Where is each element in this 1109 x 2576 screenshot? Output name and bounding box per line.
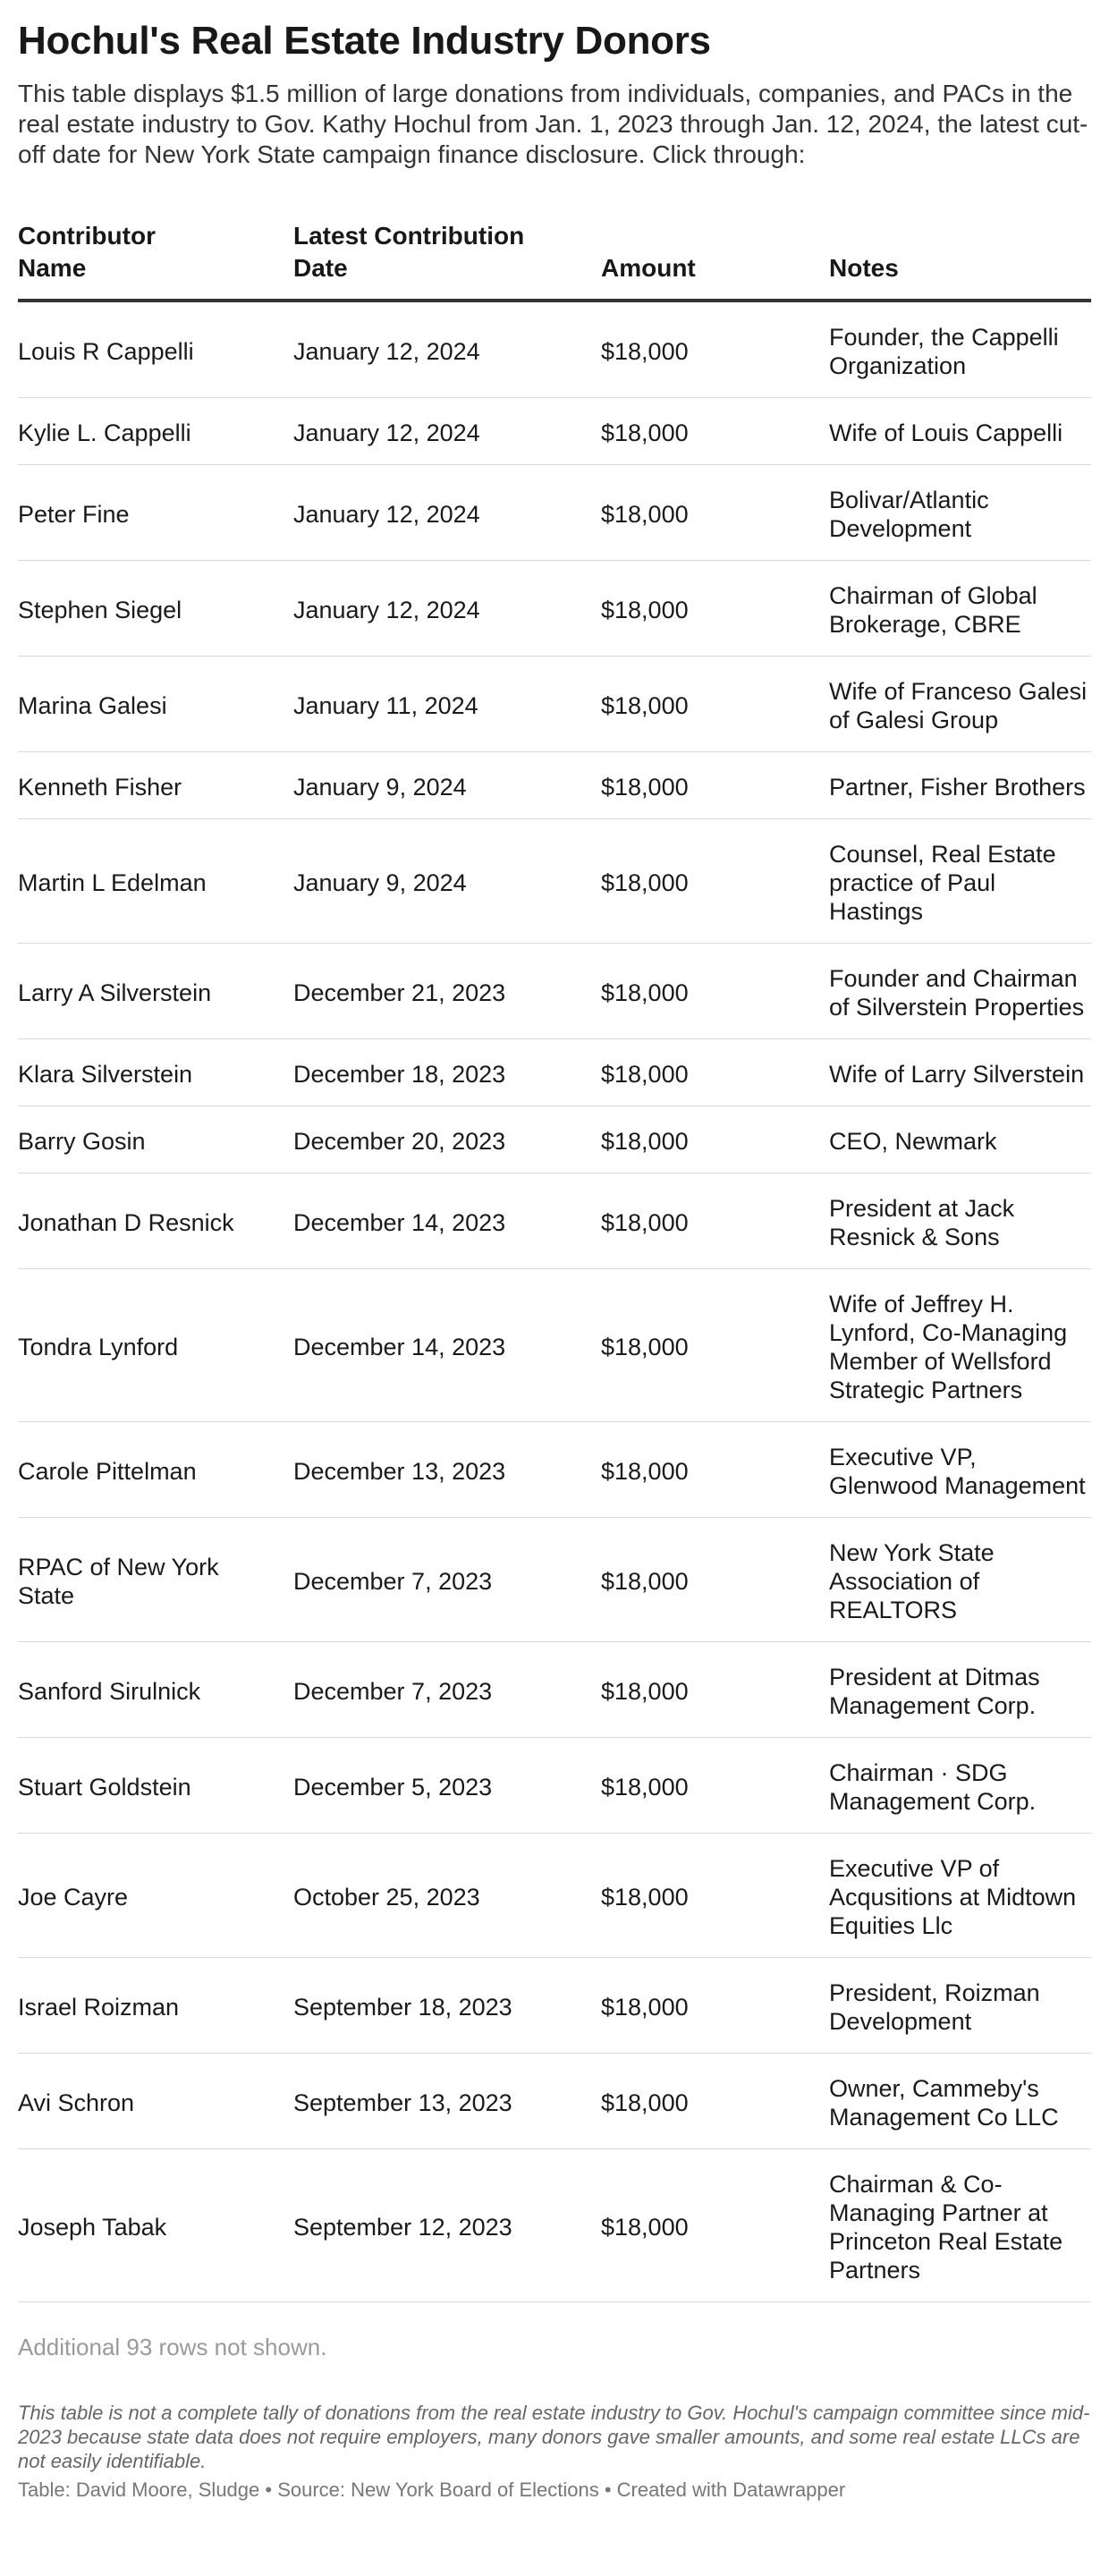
- source-footer: Table: David Moore, Sludge • Source: New York Board of Elections • Created with Datawrapper: [18, 2479, 846, 2501]
- column-header-name[interactable]: Contributor Name: [18, 220, 293, 301]
- cell-contribution-date: January 11, 2024: [293, 657, 601, 752]
- cell-amount: $18,000: [601, 1518, 829, 1642]
- cell-notes: Chairman & Co-Managing Partner at Princeton Real Estate Partners: [829, 2149, 1091, 2302]
- table-body: [18, 301, 1091, 2302]
- cell-contribution-date: December 21, 2023: [293, 944, 601, 1039]
- cell-contributor-name: Kenneth Fisher: [18, 752, 293, 819]
- cell-contribution-date: October 25, 2023: [293, 1834, 601, 1958]
- cell-contributor-name: Sanford Sirulnick: [18, 1642, 293, 1738]
- cell-amount: $18,000: [601, 465, 829, 561]
- cell-notes: Founder, the Cappelli Organization: [829, 301, 1091, 398]
- cell-contributor-name: Israel Roizman: [18, 1958, 293, 2054]
- intro-text: This table displays $1.5 million of large donations from individuals, companies, and PACs in the real estate industry to Gov. Kathy Hochul from Jan. 1, 2023 through Jan. 12, 2024, the latest cut-off date for New York State campaign finance disclosure. Click through:: [18, 80, 1088, 168]
- cell-notes: Wife of Jeffrey H. Lynford, Co-Managing Member of Wellsford Strategic Partners: [829, 1269, 1091, 1422]
- cell-contribution-date: January 9, 2024: [293, 819, 601, 944]
- cell-notes: CEO, Newmark: [829, 1106, 1091, 1174]
- table-row: [18, 1958, 1091, 2054]
- cell-amount: $18,000: [601, 1039, 829, 1106]
- cell-contribution-date: September 12, 2023: [293, 2149, 601, 2302]
- cell-notes: Executive VP, Glenwood Management: [829, 1422, 1091, 1518]
- cell-contribution-date: September 13, 2023: [293, 2054, 601, 2149]
- cell-notes: Wife of Louis Cappelli: [829, 398, 1091, 465]
- cell-contributor-name: Stuart Goldstein: [18, 1738, 293, 1834]
- cell-notes: Executive VP of Acqusitions at Midtown Equities Llc: [829, 1834, 1091, 1958]
- donors-table: [18, 220, 1091, 2302]
- cell-contributor-name: Joe Cayre: [18, 1834, 293, 1958]
- cell-notes: Wife of Larry Silverstein: [829, 1039, 1091, 1106]
- cell-notes: Chairman of Global Brokerage, CBRE: [829, 561, 1091, 657]
- table-row: [18, 301, 1091, 398]
- cell-contribution-date: December 20, 2023: [293, 1106, 601, 1174]
- cell-amount: $18,000: [601, 819, 829, 944]
- cell-contribution-date: January 12, 2024: [293, 465, 601, 561]
- cell-amount: $18,000: [601, 301, 829, 398]
- table-row: [18, 1039, 1091, 1106]
- cell-contribution-date: January 9, 2024: [293, 752, 601, 819]
- table-row: [18, 1422, 1091, 1518]
- table-header: [18, 220, 1091, 301]
- cell-amount: $18,000: [601, 1642, 829, 1738]
- cell-contribution-date: December 7, 2023: [293, 1642, 601, 1738]
- cell-contributor-name: Klara Silverstein: [18, 1039, 293, 1106]
- cell-amount: $18,000: [601, 2054, 829, 2149]
- cell-contributor-name: Barry Gosin: [18, 1106, 293, 1174]
- table-row: [18, 561, 1091, 657]
- cell-contributor-name: Louis R Cappelli: [18, 301, 293, 398]
- table-row: [18, 944, 1091, 1039]
- more-rows-note: Additional 93 rows not shown.: [18, 2334, 327, 2360]
- cell-notes: Bolivar/Atlantic Development: [829, 465, 1091, 561]
- table-row: [18, 657, 1091, 752]
- cell-contribution-date: December 5, 2023: [293, 1738, 601, 1834]
- column-header-amount[interactable]: Amount: [601, 220, 829, 301]
- cell-contribution-date: December 13, 2023: [293, 1422, 601, 1518]
- table-row: [18, 398, 1091, 465]
- table-row: [18, 1269, 1091, 1422]
- cell-contributor-name: Larry A Silverstein: [18, 944, 293, 1039]
- cell-contributor-name: Jonathan D Resnick: [18, 1174, 293, 1269]
- cell-amount: $18,000: [601, 752, 829, 819]
- column-header-notes[interactable]: Notes: [829, 220, 1091, 301]
- cell-contribution-date: December 14, 2023: [293, 1269, 601, 1422]
- cell-notes: Chairman · SDG Management Corp.: [829, 1738, 1091, 1834]
- cell-contributor-name: Avi Schron: [18, 2054, 293, 2149]
- cell-notes: President at Jack Resnick & Sons: [829, 1174, 1091, 1269]
- cell-notes: Wife of Franceso Galesi of Galesi Group: [829, 657, 1091, 752]
- disclaimer-note: This table is not a complete tally of donations from the real estate industry to Gov. Hochul's campaign committee since mid-2023 because state data does not require employers, many donors gave smaller amounts, and some real estate LLCs are not easily identifiable.: [18, 2402, 1090, 2472]
- cell-amount: $18,000: [601, 1269, 829, 1422]
- column-header-date[interactable]: Latest Contribution Date: [293, 220, 601, 301]
- table-row: [18, 1642, 1091, 1738]
- cell-contributor-name: Martin L Edelman: [18, 819, 293, 944]
- cell-notes: Founder and Chairman of Silverstein Properties: [829, 944, 1091, 1039]
- cell-amount: $18,000: [601, 561, 829, 657]
- cell-contributor-name: Peter Fine: [18, 465, 293, 561]
- cell-contributor-name: Stephen Siegel: [18, 561, 293, 657]
- cell-amount: $18,000: [601, 2149, 829, 2302]
- cell-amount: $18,000: [601, 398, 829, 465]
- cell-contributor-name: Carole Pittelman: [18, 1422, 293, 1518]
- cell-amount: $18,000: [601, 1958, 829, 2054]
- table-row: [18, 2054, 1091, 2149]
- table-row: [18, 752, 1091, 819]
- cell-notes: Partner, Fisher Brothers: [829, 752, 1091, 819]
- table-row: [18, 1106, 1091, 1174]
- cell-contributor-name: RPAC of New York State: [18, 1518, 293, 1642]
- table-row: [18, 1518, 1091, 1642]
- cell-contributor-name: Joseph Tabak: [18, 2149, 293, 2302]
- cell-amount: $18,000: [601, 944, 829, 1039]
- cell-amount: $18,000: [601, 657, 829, 752]
- cell-notes: Owner, Cammeby's Management Co LLC: [829, 2054, 1091, 2149]
- cell-contribution-date: December 7, 2023: [293, 1518, 601, 1642]
- table-row: [18, 465, 1091, 561]
- table-row: [18, 1738, 1091, 1834]
- cell-amount: $18,000: [601, 1834, 829, 1958]
- cell-contribution-date: January 12, 2024: [293, 561, 601, 657]
- cell-contribution-date: January 12, 2024: [293, 301, 601, 398]
- cell-contributor-name: Marina Galesi: [18, 657, 293, 752]
- cell-amount: $18,000: [601, 1738, 829, 1834]
- page-title: Hochul's Real Estate Industry Donors: [18, 19, 711, 63]
- table-row: [18, 1834, 1091, 1958]
- cell-notes: President, Roizman Development: [829, 1958, 1091, 2054]
- cell-contributor-name: Tondra Lynford: [18, 1269, 293, 1422]
- cell-amount: $18,000: [601, 1174, 829, 1269]
- cell-notes: President at Ditmas Management Corp.: [829, 1642, 1091, 1738]
- cell-amount: $18,000: [601, 1422, 829, 1518]
- table-row: [18, 2149, 1091, 2302]
- cell-contribution-date: December 14, 2023: [293, 1174, 601, 1269]
- cell-amount: $18,000: [601, 1106, 829, 1174]
- cell-contribution-date: December 18, 2023: [293, 1039, 601, 1106]
- cell-contribution-date: January 12, 2024: [293, 398, 601, 465]
- table-row: [18, 819, 1091, 944]
- cell-notes: Counsel, Real Estate practice of Paul Hastings: [829, 819, 1091, 944]
- cell-contributor-name: Kylie L. Cappelli: [18, 398, 293, 465]
- cell-contribution-date: September 18, 2023: [293, 1958, 601, 2054]
- cell-notes: New York State Association of REALTORS: [829, 1518, 1091, 1642]
- table-row: [18, 1174, 1091, 1269]
